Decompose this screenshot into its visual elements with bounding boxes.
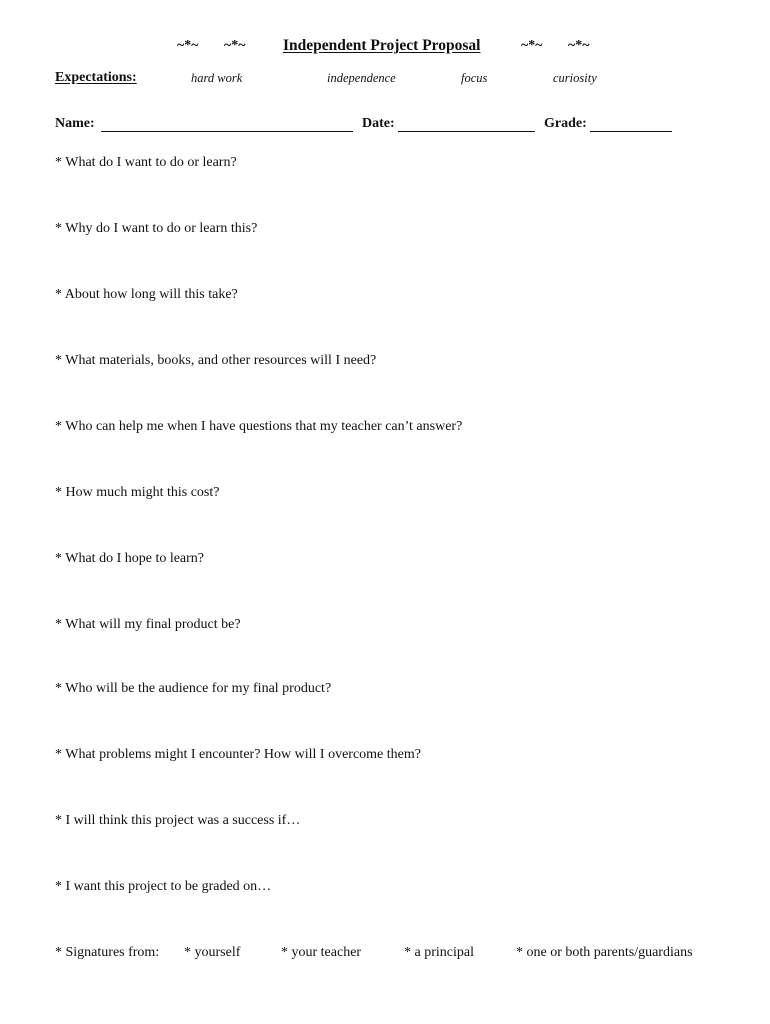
signature-yourself: * yourself: [184, 945, 241, 960]
question-why-learn: * Why do I want to do or learn this?: [55, 221, 258, 236]
grade-label: Grade:: [544, 116, 587, 131]
question-hope-to-learn: * What do I hope to learn?: [55, 551, 205, 566]
decoration-left-2: ~*~: [224, 38, 246, 53]
question-how-long: * About how long will this take?: [55, 287, 238, 302]
expectation-hard-work: hard work: [191, 71, 243, 85]
date-field[interactable]: [398, 131, 535, 132]
signature-teacher: * your teacher: [281, 945, 362, 960]
question-final-product: * What will my final product be?: [55, 617, 241, 632]
page-title: Independent Project Proposal: [283, 37, 481, 54]
name-field[interactable]: [101, 131, 353, 132]
date-label: Date:: [362, 116, 395, 131]
question-success: * I will think this project was a success if…: [55, 813, 301, 828]
expectations-label: Expectations:: [55, 70, 137, 85]
signature-principal: * a principal: [404, 945, 474, 960]
question-graded-on: * I want this project to be graded on…: [55, 879, 272, 894]
expectation-independence: independence: [327, 71, 396, 85]
expectation-curiosity: curiosity: [553, 71, 597, 85]
signature-parents: * one or both parents/guardians: [516, 945, 693, 960]
question-audience: * Who will be the audience for my final product?: [55, 681, 332, 696]
decoration-right-2: ~*~: [568, 38, 590, 53]
grade-field[interactable]: [590, 131, 672, 132]
decoration-right-1: ~*~: [521, 38, 543, 53]
signatures-label: * Signatures from:: [55, 945, 160, 960]
expectation-focus: focus: [461, 71, 488, 85]
question-who-can-help: * Who can help me when I have questions that my teacher can’t answer?: [55, 419, 463, 434]
name-label: Name:: [55, 116, 95, 131]
decoration-left-1: ~*~: [177, 38, 199, 53]
question-materials: * What materials, books, and other resources will I need?: [55, 353, 377, 368]
question-what-to-learn: * What do I want to do or learn?: [55, 155, 237, 170]
question-problems: * What problems might I encounter? How will I overcome them?: [55, 747, 421, 762]
question-cost: * How much might this cost?: [55, 485, 220, 500]
